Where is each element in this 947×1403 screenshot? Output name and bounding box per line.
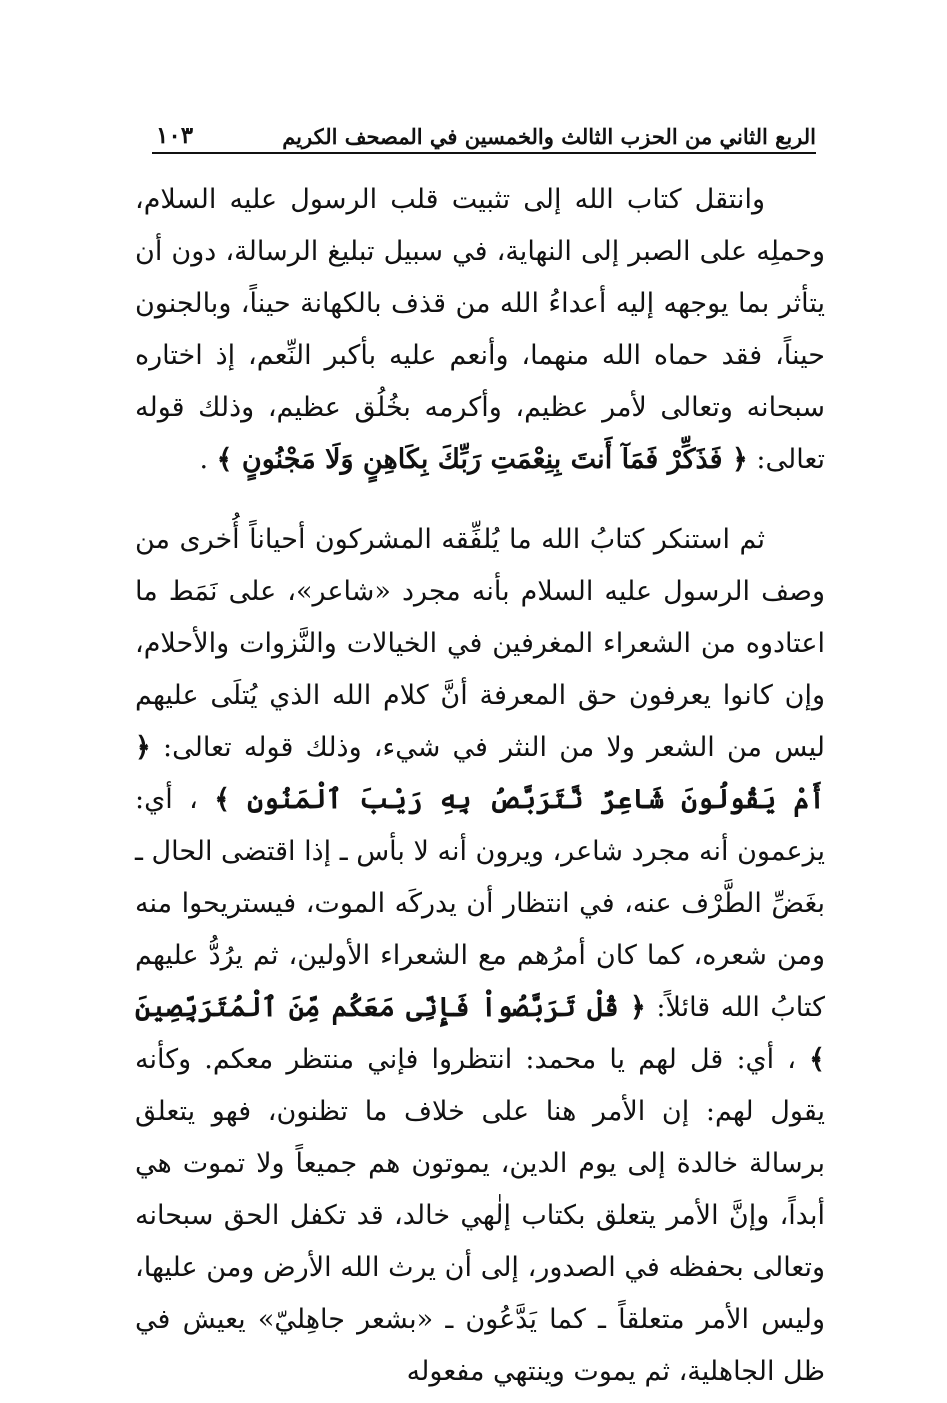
running-title: الربع الثاني من الحزب الثالث والخمسين في المصحف الكريم [282,123,816,149]
quran-quote-3: ﴿ قُلْ تَرَبَّصُواْ فَإِنِّى مَعَكُم مِّنَ ٱلْمُتَرَبِّصِينَ ﴾ [135,992,825,1075]
paragraph-1-end: . [199,444,209,475]
paragraph-2-part-3: ، أي: قل لهم يا محمد: انتظروا فإني منتظر معكم. وكأنه يقول لهم: إن الأمر هنا على خلاف ما تظنون، فهو يتعلق برسالة خالدة إلى يوم الدين، يموتون هم جميعاً ولا تموت هي أبداً، وإنَّ الأمر يتعلق بكتاب إلٰهي خالد، قد تكفل الحق سبحانه وتعالى بحفظه في الصدور، إلى أن يرث الله الأرض ومن عليها، وليس الأمر متعلقاً ـ كما يَدَّعُون ـ «بشعر جاهِليّ» يعيش في ظل الجاهلية، ثم يموت وينتهي مفعوله [135,1044,825,1387]
page-body [135,174,825,1398]
paragraph-2-part-1: ثم استنكر كتابُ الله ما يُلفِّقه المشركون أحياناً أُخرى من وصف الرسول عليه السلام بأنه مجرد «شاعر»، على نَمَط ما اعتادوه من الشعراء المغرفين في الخيالات والنَّزوات والأحلام، وإن كانوا يعرفون حق المعرفة أنَّ كلام الله الذي يُتلَى عليهم ليس من الشعر ولا من النثر في شيء، وذلك قوله تعالى: [135,524,825,763]
paragraph-1-text: وانتقل كتاب الله إلى تثبيت قلب الرسول عليه السلام، وحملِه على الصبر إلى النهاية، في سبيل تبليغ الرسالة، دون أن يتأثر بما يوجهه إليه أعداءُ الله من قذف بالكهانة حيناً، وبالجنون حيناً، فقد حماه الله منهما، وأنعم عليه بأكبر النِّعم، إذ اختاره سبحانه وتعالى لأمر عظيم، وأكرمه بخُلُق عظيم، وذلك قوله تعالى: [135,184,825,475]
paragraph-2-part-2: ، أي: يزعمون أنه مجرد شاعر، ويرون أنه لا بأس ـ إذا اقتضى الحال ـ بغَضِّ الطَّرْف عنه، في انتظار أن يدركَه الموت، فيستريحوا منه ومن شعره، كما كان أمرُهم مع الشعراء الأولين، ثم يرُدُّ عليهم كتابُ الله قائلاً: [134,784,825,1023]
quran-quote-2: ﴿ أَمْ يَقُولُونَ شَاعِرٌ نَّتَرَبَّصُ بِهِ رَيْبَ ٱلْمَنُونِ ﴾ [135,732,826,815]
paragraph-2 [135,514,825,1398]
quran-quote-1: ﴿ فَذَكِّرْ فَمَآ أَنتَ بِنِعْمَتِ رَبِّكَ بِكَاهِنٍ وَلَا مَجْنُونٍ ﴾ [216,444,748,475]
paragraph-1 [135,174,825,486]
page-header [152,110,816,154]
page-number: ١٠٣ [156,121,194,149]
